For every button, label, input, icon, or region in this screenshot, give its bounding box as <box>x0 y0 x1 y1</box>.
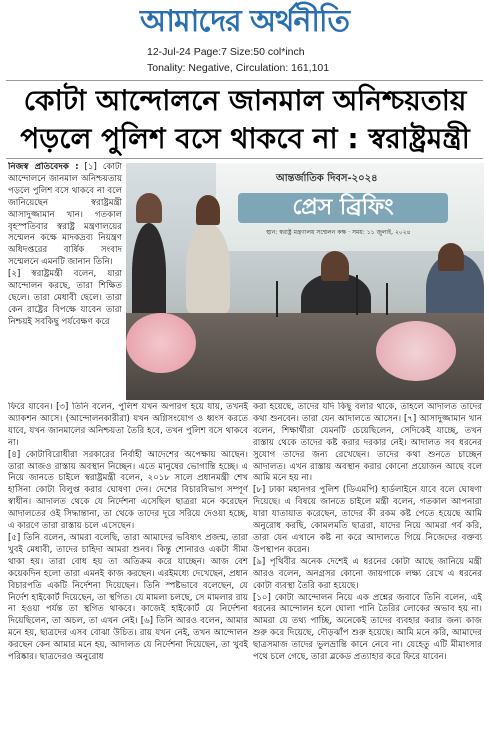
minister-head <box>321 251 349 281</box>
microphone <box>356 275 358 315</box>
paragraph-4: [৪] কোটাবিরোধীরা সরকারের নির্বাহী আদেশের অপেক্ষায় আছেন। তারা আজও রাস্তায় অবস্থান নিচ্ছেন। এতে মানুষের ভোগান্তি হচ্ছে। এ নিয়ে জানতে চাইলে স্বরাষ্ট্রমন্ত্রী বলেন, ২০১৮ সালে প্রধানমন্ত্রী শেখ হাসিনা কোটা বিলুপ্ত করার ঘোষণা দেন। দেশের বিচারবিভাগ সম্পূর্ণ স্বাধীন। আদালত থেকে যে নির্দেশনা এসেছিল ছাত্ররা মনে করেছেন আদালতের ওই সিদ্ধান্তানা, তা থেকে তাদের দূরে সরিয়ে দেওয়া হচ্ছে, এ কারণে তারা রাস্তায় চলে এসেছেন। <box>8 449 248 532</box>
paragraph-10: [১০] কোটা আন্দোলন নিয়ে এক প্রশ্নের জবাবে তিনি বলেন, এই ধরনের আন্দোলন হলে ঘোলা পানি তৈরির লোকের অভাব হয় না। আমরা যে তথ্য পাচ্ছি, অনেকেই তাদের ব্যবহার করার জন্য কাজ শুরু করে দিয়েছে, দৌড়ঝাঁপ শুরু হয়েছে। আমি মনে করি, আমাদের ছাত্রসমাজ তাদের ভুলভ্রান্তি কানে নেবে না। যেহেতু এটি মীমাংসার পথে চলে গেছে, তারা ব্লকেড প্রত্যাহার করে ফিরে যাবেন। <box>253 592 482 663</box>
paragraph-9: [৯] পৃথিবীর অনেক দেশেই এ ধরনের কোটা আছে জানিয়ে মন্ত্রী আরও বলেন, অনগ্রসর কোনো জায়গাকে লক্ষ্য রেখে এ ধরনের কোটা ব্যবস্থা তৈরি করা হয়েছে। <box>253 556 482 591</box>
paragraph-7: করা হয়েছে, তাদের যদি কিছু বলার থাকে, তাহলে আদালত তাদের কথা শুনবেন। তারা যেন আদালতে আসেন। [৭] আসাদুজ্জামান খান বলেন, শিক্ষার্থীরা যেমনটি চেয়েছিলেন, সেদিকেই যাচ্ছে, তখন রাস্তায় থেকে তাদের কষ্ট করার দরকার নেই। আদালত সব ধরনের সুযোগ তাদের জন্য রেখেছেন। তাদের কথা শুনতে চাচ্ছেন আদালত। এখন রাস্তায় অবস্থান করার কোনো প্রয়োজন আছে বলে আমি মনে হয় না। <box>253 402 482 484</box>
newspaper-masthead: আমাদের অর্থনীতি <box>139 4 350 39</box>
flower-arrangement-right <box>376 321 456 381</box>
article-left-column <box>8 162 122 398</box>
person-right-head <box>438 243 464 271</box>
paragraph-8: [৮] ঢাকা মহানগর পুলিশ (ডিএমপি) হার্ডলাইনে যাবে বলে ঘোষণা দিয়েছে। এ বিষয়ে জানতে চাইলে মন্ত্রী বলেন, গতকাল আপনারা যারা যাতায়াত করেছেন, তাদের কী রকম কষ্ট পেতে হয়েছে আমি অনুরোধ করছি, কোমলমতি ছাত্ররা, যাদের নিয়ে আমরা গর্ব করি, তারা যেন এখানে কষ্ট না করে আদালতে গিয়ে নিজেদের বক্তব্য উপস্থাপন করেন। <box>253 485 482 555</box>
microphone <box>386 283 388 315</box>
top-divider <box>6 80 483 81</box>
person-left <box>132 223 166 323</box>
paragraph-2: [২] স্বরাষ্ট্রমন্ত্রী বলেন, যারা আন্দোলন করছে, তারা শিক্ষিত ছেলে। তারা মেধাবী ছেলে। তারা কেন রাষ্ট্রের বিপক্ষে যাবেন তারা নিশ্চয়ই সবকিছু পর্যবেক্ষণ করে <box>8 269 122 327</box>
article-right-column <box>253 402 482 736</box>
byline: নিজস্ব প্রতিবেদক : <box>8 162 79 172</box>
flower-arrangement-left <box>126 313 196 373</box>
paragraph-3: ফিরে যাবেন। [৩] তিনি বলেন, পুলিশ যখন অপারগ হয়ে যায়, তখনই অ্যাকশন আসে। (আন্দোলনকারীরা) যখন অগ্নিসংযোগ ও ধ্বংস করতে যাবে, যখন জানমালের অনিশ্চয়তা তৈরি হবে, তখন পুলিশ বসে থাকবে না। <box>8 402 248 448</box>
clipping-meta-line2: Tonality: Negative, Circulation: 161,101 <box>147 62 330 74</box>
photo-banner-sub: স্থান: স্বরাষ্ট্র মন্ত্রণালয় সম্মেলন কক্ষ · সময়: ১১ জুলাই, ২০২৪ <box>266 229 411 236</box>
photo-banner: প্রেস ব্রিফিং <box>238 193 448 223</box>
person-standing-head <box>196 195 220 225</box>
clipping-meta-line1: 12-Jul-24 Page:7 Size:50 col*inch <box>147 46 305 58</box>
photo-banner-top: আন্তর্জাতিক দিবস-২০২৪ <box>276 173 378 184</box>
microphone <box>276 281 278 317</box>
headline-line-1: কোটা আন্দোলনে জানমাল অনিশ্চয়তায় <box>23 84 467 117</box>
headline-divider <box>6 158 483 159</box>
person-left-head <box>136 193 162 223</box>
article-headline <box>10 82 480 158</box>
person-standing <box>186 223 230 313</box>
paragraph-5: [৫] তিনি বলেন, আমরা বলেছি, তারা আমাদের ভবিষ্যৎ প্রজন্ম, তারা খুবই মেধাবী, তাদের চাহিদা আমরা শুনব। কিন্তু শোনারও একটা সীমা থাকা হয়। তারা বোধ হয় তা অতিক্রম করে যাচ্ছেন। আজ বেশ কয়েকদিন হলো তারা এমনই কাজ করছেন। এরইমধ্যে দেখেছেন, প্রধান বিচারপতি একটি নির্দেশনা দিয়েছেন। তিনি স্পষ্টভাবে বলেছেন, যে নির্দেশ হাইকোর্ট দিয়েছেন, তা স্থগিত। যে মামলা চলছে, সে মামলার রায় না হওয়া পর্যন্ত তা স্থগিত থাকবে। কাজেই হাইকোর্ট যে নির্দেশনা দিয়েছিলেন, তা অচল, তা এখন নেই। [৬] তিনি আরও বলেন, আমার মনে হয়, ছাত্রদের এসব বোঝা উচিত। রায় যখন নেই, তখন আন্দোলন করছেন কেন আমার মনে হয়, আদালত যে নির্দেশনা দিয়েছেন, তা খুবই পরিষ্কার। ছাত্রদেরও অনুরোধ <box>8 532 248 663</box>
article-left-continued <box>8 402 248 736</box>
press-briefing-photo <box>126 163 484 400</box>
paragraph-1: [১] কোটা আন্দোলনে জানমাল অনিশ্চয়তায় পড়লে পুলিশ বসে থাকবে না বলে জানিয়েছেন স্বরাষ্ট্রমন্ত্রী আসাদুজ্জামান খান। গতকাল বৃহস্পতিবার স্বরাষ্ট্র মন্ত্রণালয়ের সম্মেলন কক্ষে মাদকদ্রব্য নিয়ন্ত্রণ অধিদপ্তরের বার্ষিক সংবাদ সম্মেলনে এমনটি জানান তিনি। <box>8 162 122 268</box>
headline-line-2: পড়লে পুলিশ বসে থাকবে না : স্বরাষ্ট্রমন্ত্রী <box>20 122 470 155</box>
